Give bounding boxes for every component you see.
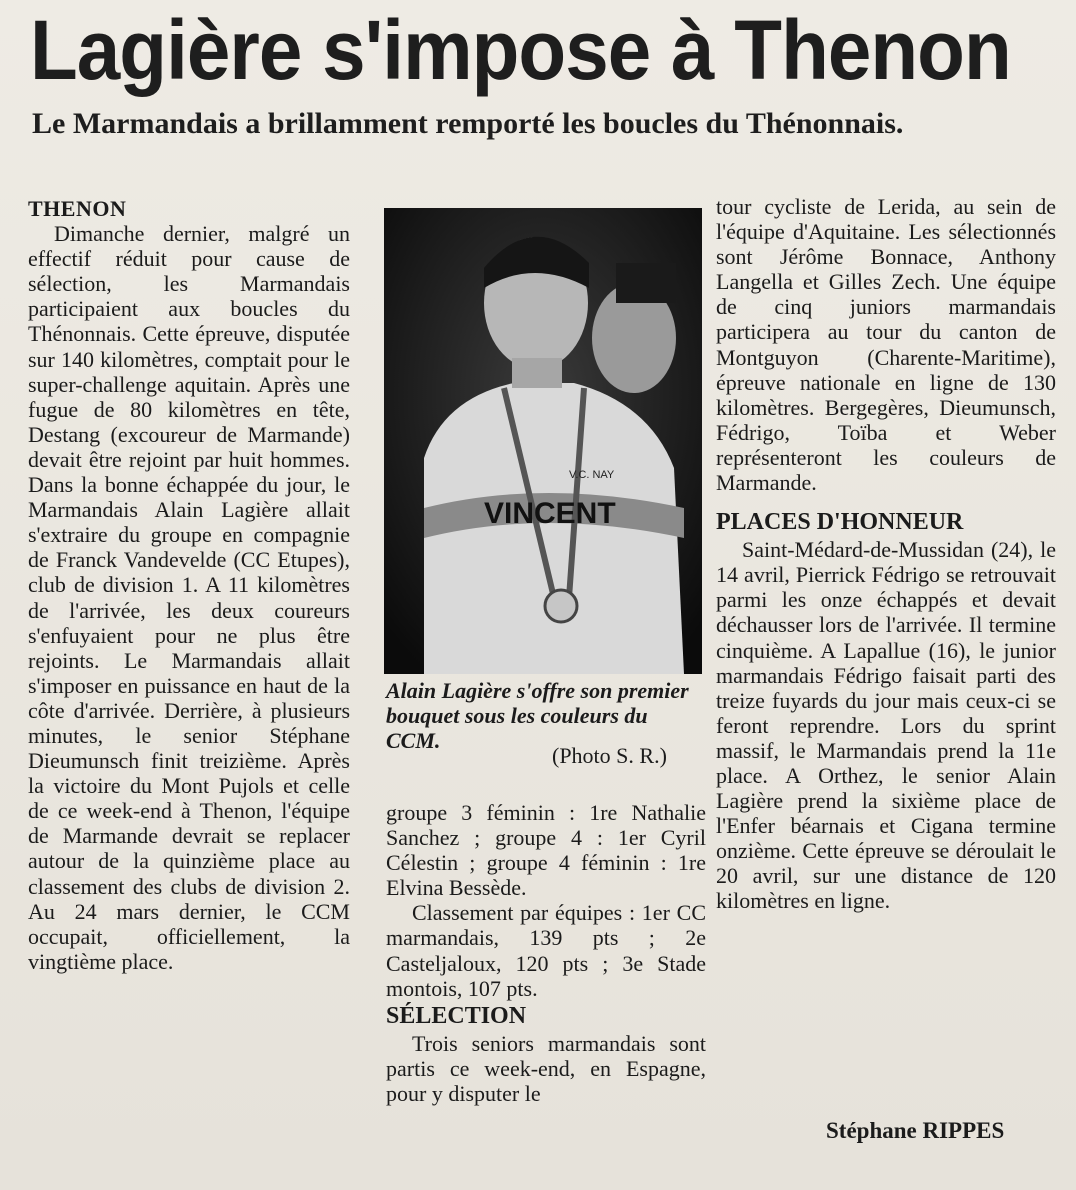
article-column-1 [28, 196, 350, 974]
jersey-text-small: V.C. NAY [569, 469, 615, 481]
column-2-team-standings: Classement par équipes : 1er CC marmandais, 139 pts ; 2e Casteljaloux, 120 pts ; 3e Stade montois, 107 pts. [386, 900, 706, 1001]
column-3-text-a: tour cycliste de Lerida, au sein de l'équipe d'Aquitaine. Les sélectionnés sont Jérôme Bonnace, Anthony Langella et Gilles Zech. Une équipe de cinq juniors marmandais participera au tour du canton de Montguyon (Charente-Maritime), épreuve nationale en ligne de 130 kilomètres. Bergegères, Dieumunsch, Fédrigo, Toïba et Weber représenteront les couleurs de Marmande. [716, 194, 1056, 496]
column-1-text: Dimanche dernier, malgré un effectif réduit pour cause de sélection, les Marmandais participaient aux boucles du Thénonnais. Cette épreuve, disputée sur 140 kilomètres, comptait pour le super-challenge aquitain. Après une fugue de 80 kilomètres en tête, Destang (excoureur de Marmande) devait être rejoint par huit hommes. Dans la bonne échappée du jour, le Marmandais Alain Lagière allait s'extraire du groupe en compagnie de Franck Vandevelde (CC Etupes), club de division 1. A 11 kilomètres de l'arrivée, les deux coureurs s'enfuyaient pour ne plus être rejoints. Le Marmandais allait s'imposer en puissance en haut de la côte d'arrivée. Derrière, à plusieurs minutes, le senior Stéphane Dieumunsch finit treizième. Après la victoire du Mont Pujols et celle de ce week-end à Thenon, l'équipe de Marmande devrait se replacer autour de la quinzième place au classement des clubs de division 2. Au 24 mars dernier, le CCM occupait, officiellement, la vingtième place. [28, 221, 350, 974]
headline: Lagière s'impose à Thenon [30, 3, 1011, 97]
author-signature: Stéphane RIPPES [826, 1118, 1005, 1143]
photo-caption: Alain Lagière s'offre son premier bouquet sous les couleurs du CCM. [386, 678, 689, 753]
article-column-3 [716, 194, 1056, 914]
section-heading-places: PLACES D'HONNEUR [716, 509, 964, 536]
section-heading-selection: SÉLECTION [386, 1002, 527, 1029]
jersey-text: VINCENT [484, 497, 616, 530]
article-column-2 [386, 800, 706, 1106]
cyclist-photo [384, 208, 702, 674]
column-2-results: groupe 3 féminin : 1re Nathalie Sanchez ; groupe 4 : 1er Cyril Célestin ; groupe 4 féminin : 1re Elvina Bessède. [386, 800, 706, 901]
subheadline: Le Marmandais a brillamment remporté les boucles du Thénonnais. [32, 107, 904, 140]
dateline: THENON [28, 196, 127, 221]
cyclist-illustration [384, 208, 702, 674]
column-2-selection-text: Trois seniors marmandais sont partis ce week-end, en Espagne, pour y disputer le [386, 1030, 706, 1106]
photo-credit: (Photo S. R.) [552, 743, 667, 768]
column-3-text-b: Saint-Médard-de-Mussidan (24), le 14 avril, Pierrick Fédrigo se retrouvait parmi les onze échappés et devait déchausser lors de l'arrivée. Il termine cinquième. A Lapallue (16), le junior marmandais Fédrigo faisait parti des treize fuyards du jour mais ceux-ci se feront reprendre. Lors du sprint massif, le Marmandais prend la 11e place. A Orthez, le senior Alain Lagière prend la sixième place de l'Enfer béarnais et Cigana termine onzième. Cette épreuve se déroulait le 20 avril, sur une distance de 120 kilomètres en ligne. [716, 537, 1056, 914]
